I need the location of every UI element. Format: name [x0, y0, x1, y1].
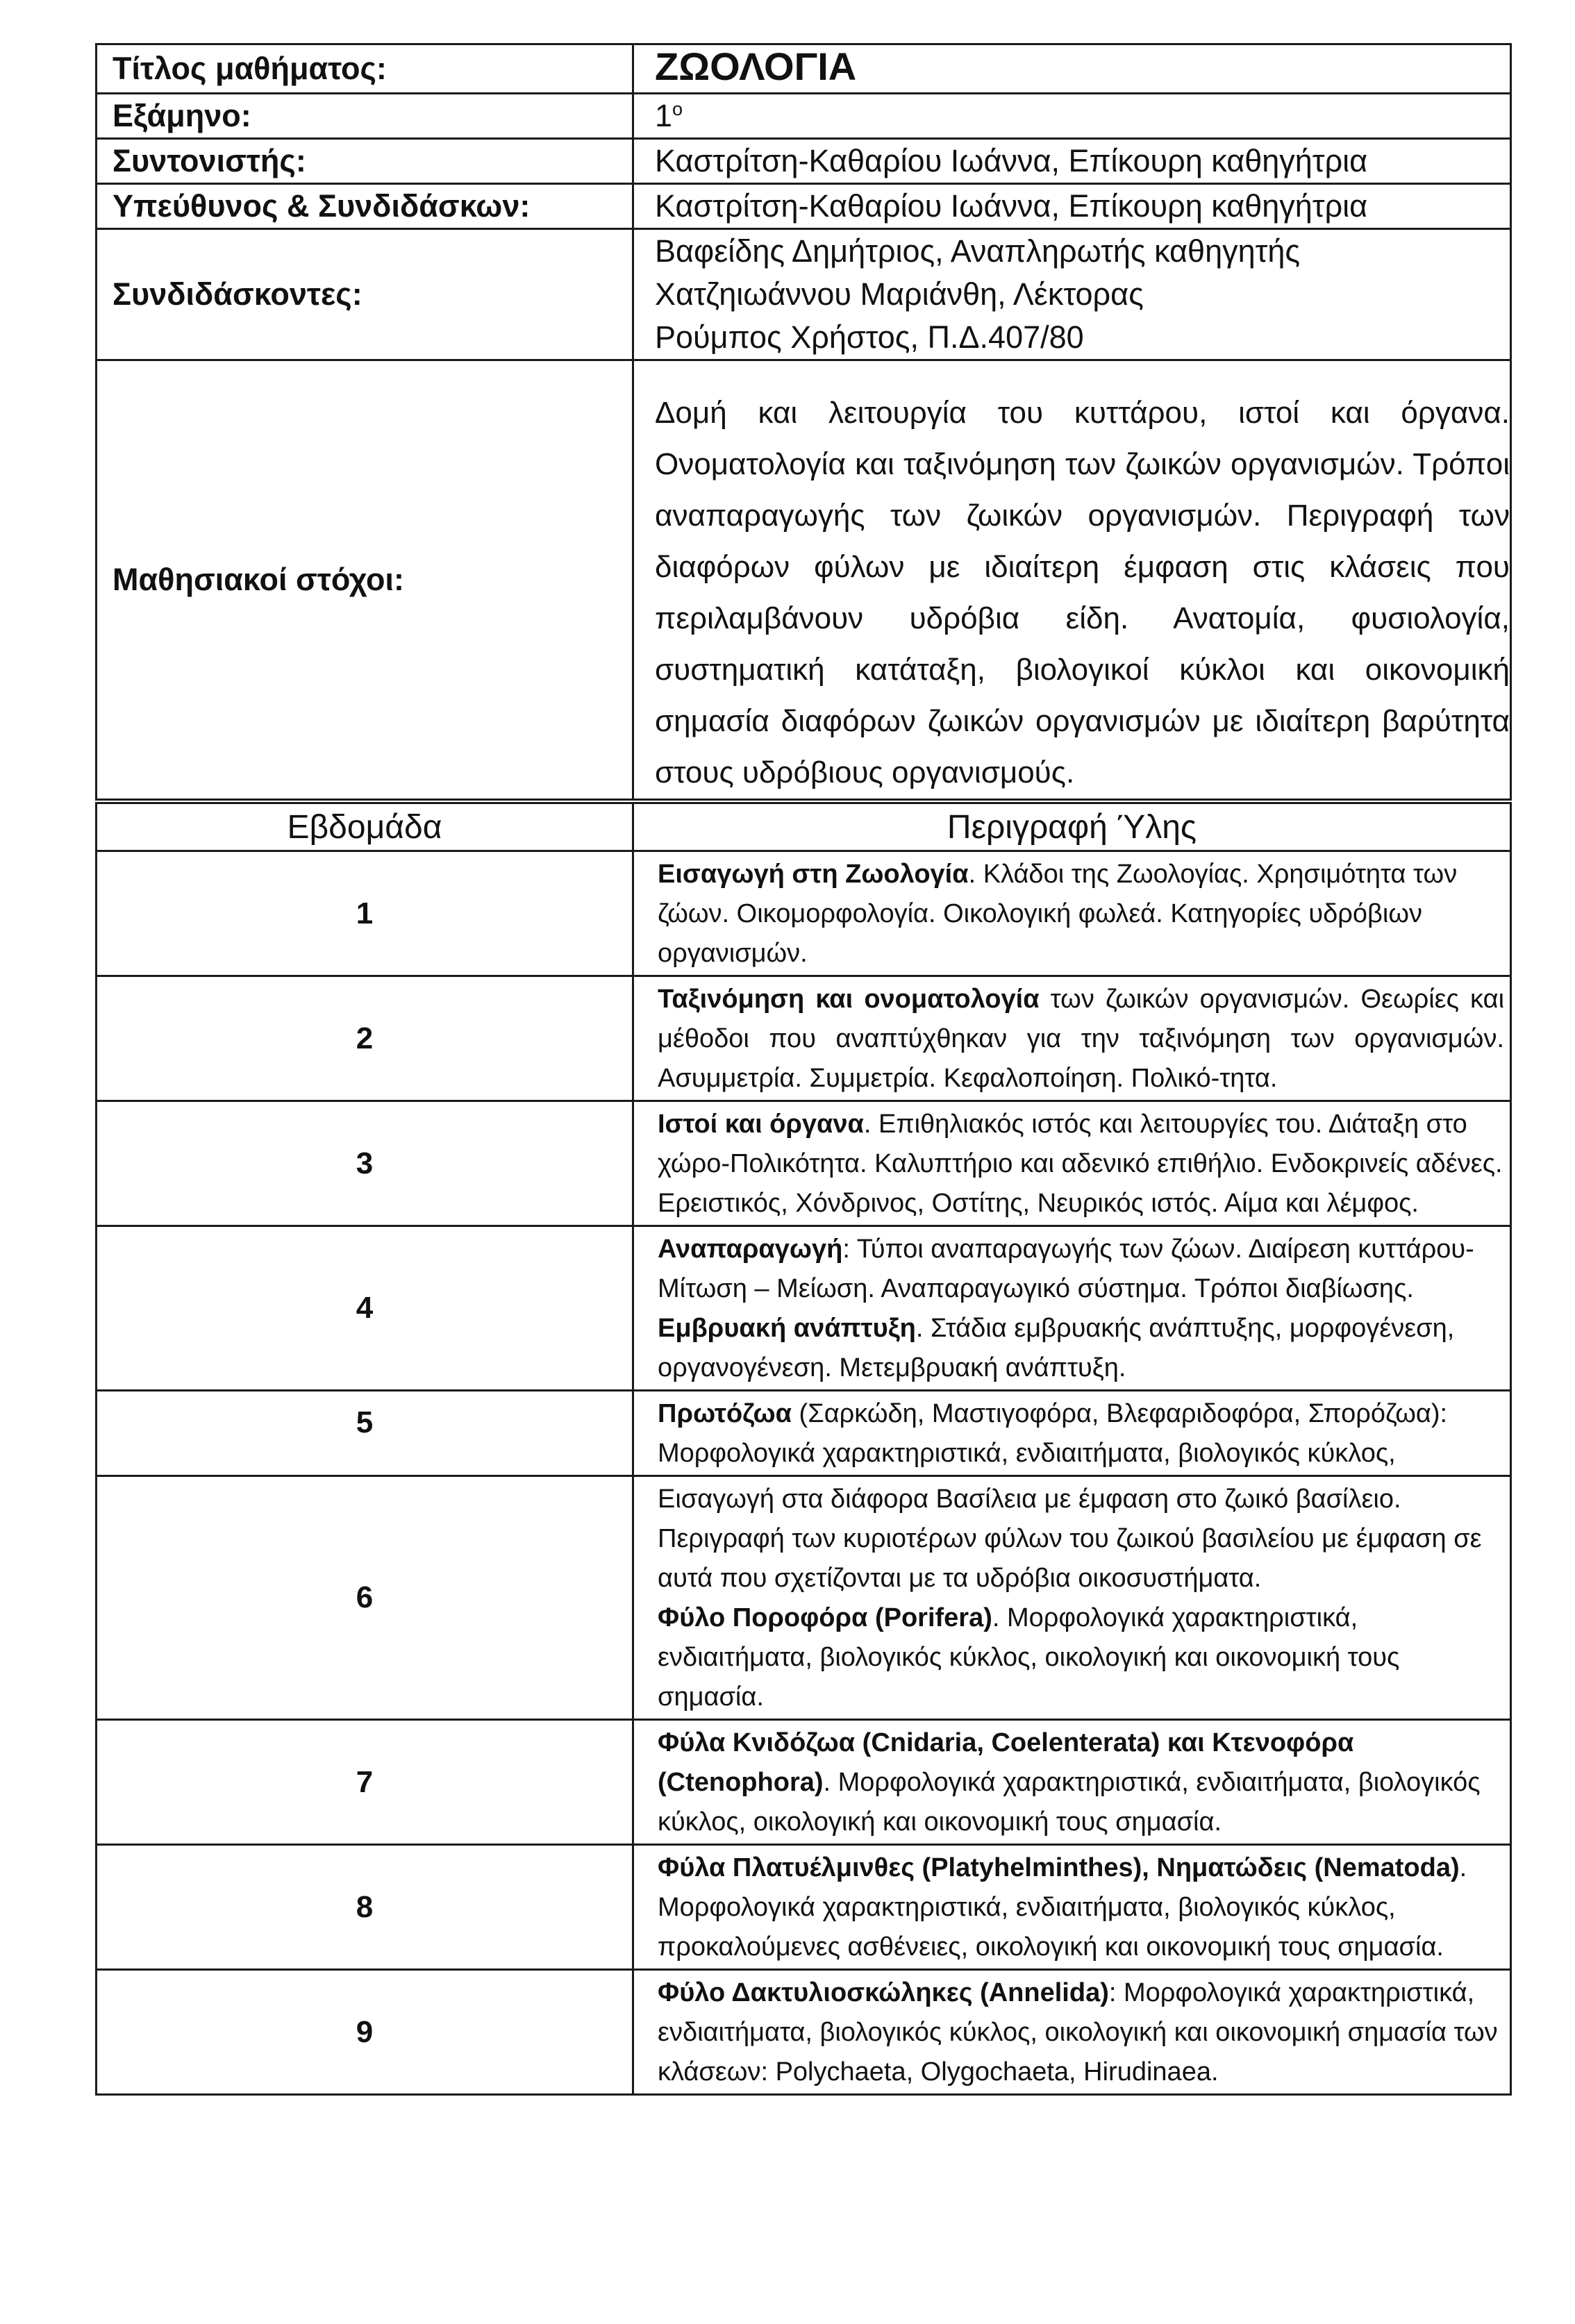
semester-label: Εξάμηνο: — [97, 94, 633, 139]
week-number: 6 — [97, 1476, 633, 1720]
responsible-row — [97, 184, 1511, 229]
objectives-row — [97, 360, 1511, 800]
course-title-row — [97, 44, 1511, 94]
topic-intro: Εισαγωγή στα διάφορα Βασίλεια με έμφαση στο ζωικό βασίλειο. Περιγραφή των κυριοτέρων φύλων του ζωικού βασιλείου με έμφαση σε αυτά που σχετίζονται με τα υδρόβια οικοσυστήματα. — [658, 1485, 1482, 1593]
week-description — [633, 1970, 1511, 2095]
syllabus-row — [97, 1720, 1511, 1845]
week-description — [633, 1720, 1511, 1845]
topic-title: Φύλο Ποροφόρα (Porifera) — [658, 1603, 992, 1632]
week-number: 4 — [97, 1226, 633, 1391]
topic-text: των ζωικών οργανισμών. Θεωρίες και μέθοδοι που αναπτύχθηκαν για την ταξινόμηση των οργανισμών. Ασυμμετρία. Συμμετρία. Κεφαλοποίηση. Πολικό-τητα. — [658, 985, 1505, 1093]
week-number: 1 — [97, 851, 633, 976]
topic-text: . Κλάδοι της Ζωολογίας. Χρησιμότητα των ζώων. Οικομορφολογία. Οικολογική φωλεά. Κατηγορίες υδρόβιων οργανισμών. — [658, 860, 1458, 968]
syllabus-row — [97, 1391, 1511, 1476]
topic-text: (Σαρκώδη, Μαστιγοφόρα, Βλεφαριδοφόρα, Σπορόζωα): Μορφολογικά χαρακτηριστικά, ενδιαιτήματα, βιολογικός κύκλος, — [658, 1399, 1448, 1468]
topic-title: Εισαγωγή στη Ζωολογία — [658, 860, 969, 889]
coordinator-row — [97, 139, 1511, 184]
course-info-table — [95, 43, 1512, 801]
week-number: 3 — [97, 1101, 633, 1226]
coteacher-item: Ρούμπος Χρήστος, Π.Δ.407/80 — [655, 319, 1084, 355]
topic-title: Αναπαραγωγή — [658, 1235, 843, 1264]
syllabus-row — [97, 1970, 1511, 2095]
topic-subtitle: Εμβρυακή ανάπτυξη — [658, 1314, 916, 1343]
description-column-header: Περιγραφή Ύλης — [633, 803, 1511, 851]
week-description — [633, 976, 1511, 1101]
coteacher-item: Χατζηιωάννου Μαριάνθη, Λέκτορας — [655, 276, 1144, 312]
week-number: 2 — [97, 976, 633, 1101]
semester-value: 1 — [655, 98, 673, 133]
week-number: 5 — [97, 1391, 633, 1476]
coordinator-value: Καστρίτση-Καθαρίου Ιωάννα, Επίκουρη καθηγήτρια — [633, 139, 1511, 184]
semester-value-cell — [633, 94, 1511, 139]
syllabus-row — [97, 1476, 1511, 1720]
responsible-value: Καστρίτση-Καθαρίου Ιωάννα, Επίκουρη καθηγήτρια — [633, 184, 1511, 229]
topic-title: Φύλο Δακτυλιοσκώληκες (Annelida) — [658, 1978, 1109, 2007]
topic-title: Φύλα Κνιδόζωα (Cnidaria, Coelenterata) και Κτενοφόρα (Ctenophora) — [658, 1728, 1354, 1797]
semester-row — [97, 94, 1511, 139]
semester-ordinal-sup: ο — [672, 99, 683, 119]
week-number: 9 — [97, 1970, 633, 2095]
topic-text: . Επιθηλιακός ιστός και λειτουργίες του. Διάταξη στο χώρο-Πολικότητα. Καλυπτήριο και αδενικό επιθήλιο. Ενδοκρινείς αδένες. Ερειστικός, Χόνδρινος, Οστίτης, Νευρικός ιστός. Αίμα και λέμφος. — [658, 1110, 1503, 1218]
syllabus-row — [97, 976, 1511, 1101]
responsible-label: Υπεύθυνος & Συνδιδάσκων: — [97, 184, 633, 229]
topic-title: Φύλα Πλατυέλμινθες (Platyhelminthes), Νηματώδεις (Nematoda) — [658, 1853, 1460, 1882]
coteachers-list — [633, 229, 1511, 360]
syllabus-table — [95, 802, 1512, 2096]
syllabus-row — [97, 1101, 1511, 1226]
coordinator-label: Συντονιστής: — [97, 139, 633, 184]
week-description — [633, 1101, 1511, 1226]
topic-title: Πρωτόζωα — [658, 1399, 792, 1428]
week-number: 8 — [97, 1845, 633, 1970]
course-title-value: ΖΩΟΛΟΓΙΑ — [633, 44, 1511, 94]
topic-text: . Στάδια εμβρυακής ανάπτυξης, μορφογένεση, οργανογένεση. Μετεμβρυακή ανάπτυξη. — [658, 1314, 1455, 1382]
week-description — [633, 1391, 1511, 1476]
objectives-text: Δομή και λειτουργία του κυττάρου, ιστοί και όργανα. Ονοματολογία και ταξινόμηση των ζωικών οργανισμών. Τρόποι αναπαραγωγής των ζωικών οργανισμών. Περιγραφή των διαφόρων φύλων με ιδιαίτερη έμφαση στις κλάσεις που περιλαμβάνουν υδρόβια είδη. Ανατομία, φυσιολογία, συστηματική κατάταξη, βιολογικοί κύκλοι και οικονομική σημασία διαφόρων ζωικών οργανισμών με ιδιαίτερη βαρύτητα στους υδρόβιους οργανισμούς. — [633, 360, 1511, 800]
week-description — [633, 1845, 1511, 1970]
week-description — [633, 851, 1511, 976]
syllabus-row — [97, 851, 1511, 976]
coteachers-label: Συνδιδάσκοντες: — [97, 229, 633, 360]
topic-title: Ταξινόμηση και ονοματολογία — [658, 985, 1040, 1014]
coteacher-item: Βαφείδης Δημήτριος, Αναπληρωτής καθηγητής — [655, 233, 1301, 269]
topic-title: Ιστοί και όργανα — [658, 1110, 864, 1139]
topic-text: : Τύποι αναπαραγωγής των ζώων. Διαίρεση κυττάρου- Μίτωση – Μείωση. Αναπαραγωγικό σύστημα. Τρόποι διαβίωσης. — [658, 1235, 1474, 1303]
syllabus-row — [97, 1845, 1511, 1970]
course-title-label: Τίτλος μαθήματος: — [97, 44, 633, 94]
topic-text: . Μορφολογικά χαρακτηριστικά, ενδιαιτήματα, βιολογικός κύκλος, προκαλούμενες ασθένειες, οικολογική και οικονομική τους σημασία. — [658, 1853, 1467, 1962]
week-number: 7 — [97, 1720, 633, 1845]
week-description — [633, 1476, 1511, 1720]
topic-text: . Μορφολογικά χαρακτηριστικά, ενδιαιτήματα, βιολογικός κύκλος, οικολογική και οικονομική τους σημασία. — [658, 1603, 1400, 1712]
objectives-label: Μαθησιακοί στόχοι: — [97, 360, 633, 800]
week-description — [633, 1226, 1511, 1391]
syllabus-header-row — [97, 803, 1511, 851]
syllabus-row — [97, 1226, 1511, 1391]
topic-text: . Μορφολογικά χαρακτηριστικά, ενδιαιτήματα, βιολογικός κύκλος, οικολογική και οικονομική τους σημασία. — [658, 1768, 1481, 1837]
topic-text: : Μορφολογικά χαρακτηριστικά, ενδιαιτήματα, βιολογικός κύκλος, οικολογική και οικονομική σημασία των κλάσεων: Polychaeta, Olygochaeta, Hirudinaea. — [658, 1978, 1498, 2087]
week-column-header: Εβδομάδα — [97, 803, 633, 851]
coteachers-row — [97, 229, 1511, 360]
